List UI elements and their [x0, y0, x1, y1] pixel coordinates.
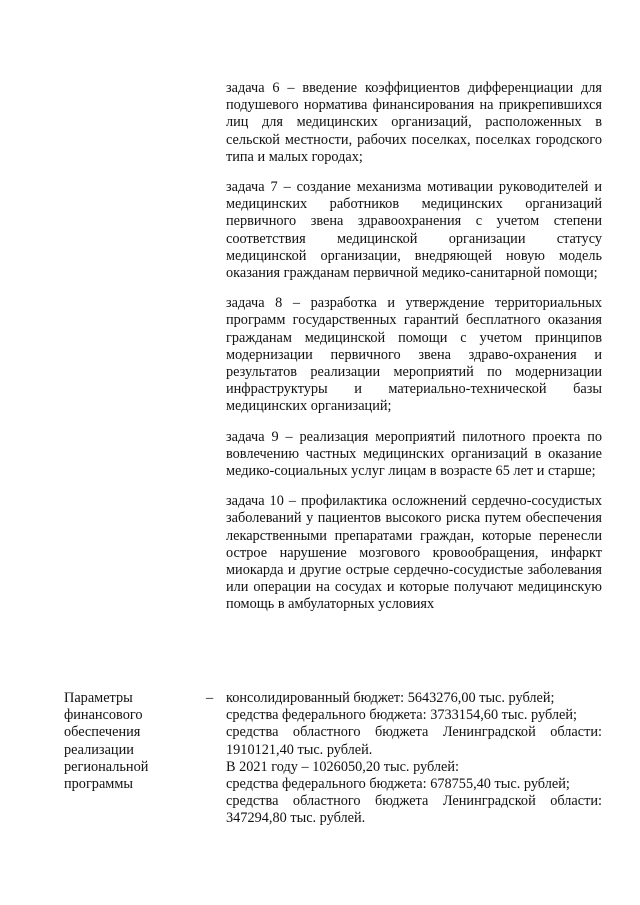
- financing-parameters-label: Параметры финансового обеспечения реализации региональной программы: [64, 690, 149, 793]
- financing-parameters-values: [226, 690, 602, 828]
- federal-budget: средства федерального бюджета: 3733154,60 тыс. рублей;: [226, 707, 577, 724]
- task-9: задача 9 – реализация мероприятий пилотного проекта по вовлечению частных медицинских организаций в оказание медико-социальных услуг лицам в возрасте 65 лет и старше;: [226, 428, 602, 480]
- consolidated-budget: консолидированный бюджет: 5643276,00 тыс. рублей;: [226, 690, 555, 706]
- year-2021-total: В 2021 году – 1026050,20 тыс. рублей:: [226, 758, 460, 775]
- task-8: задача 8 – разработка и утверждение территориальных программ государственных гарантий бесплатного оказания гражданам медицинской помощи с учетом принципов модернизации первичного звена здраво-охранения и результатов реализации мероприятий по модернизации инфраструктуры и материально-технической базы медицинских организаций;: [226, 295, 602, 415]
- task-6: задача 6 – введение коэффициентов дифференциации для подушевого норматива финансирования на прикрепившихся лиц для медицинских организаций, расположенных в сельской местности, рабочих поселках, поселках городского типа и малых городах;: [226, 80, 602, 165]
- tasks-list: [226, 80, 602, 614]
- label-dash: –: [206, 690, 214, 706]
- regional-budget: средства областного бюджета Ленинградской области: 1910121,40 тыс. рублей.: [226, 724, 602, 758]
- task-10: задача 10 – профилактика осложнений сердечно-сосудистых заболеваний у пациентов высокого риска путем обеспечения лекарственными препаратами граждан, которые перенесли острое нарушение мозгового кровообращения, инфаркт миокарда и другие острые сердечно-сосудистые заболевания или операции на сосудах и которые получают медицинскую помощь в амбулаторных условиях: [226, 493, 602, 613]
- federal-budget-2021: средства федерального бюджета: 678755,40 тыс. рублей;: [226, 776, 570, 793]
- task-7: задача 7 – создание механизма мотивации руководителей и медицинских работников медицинских организаций первичного звена здравоохранения с учетом степени соответствия медицинской организации статусу медицинской организации, внедряющей новую модель оказания гражданам первичной медико-санитарной помощи;: [226, 179, 602, 282]
- regional-budget-2021: средства областного бюджета Ленинградской области: 347294,80 тыс. рублей.: [226, 793, 602, 827]
